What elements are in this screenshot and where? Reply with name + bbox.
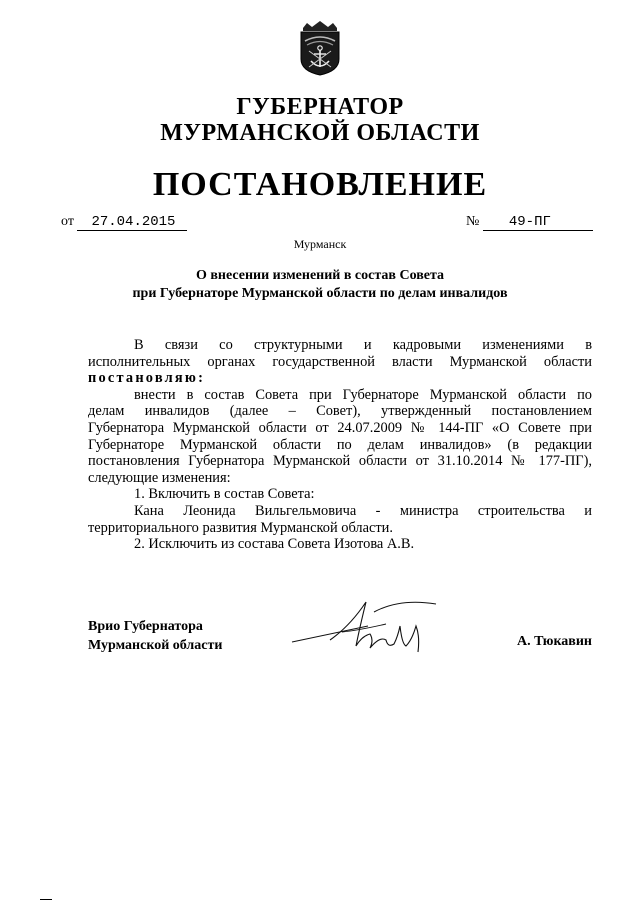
handwritten-signature-icon [290, 596, 440, 660]
paragraph1-line5: постановления Губернатора Мурманской области от 31.10.2014 № 177-ПГ), [88, 453, 592, 470]
subject-line1: О внесении изменений в состав Совета [195, 268, 445, 283]
coat-of-arms-icon [297, 21, 343, 76]
decree-word: постановляю: [88, 370, 206, 387]
document-body [88, 337, 592, 553]
document-type-title: ПОСТАНОВЛЕНИЕ [152, 166, 488, 203]
date-value: 27.04.2015 [77, 214, 187, 231]
date-label: от [61, 214, 74, 229]
signatory-title-line2: Мурманской области [88, 638, 223, 653]
paragraph1-line4: Губернаторе Мурманской области по делам инвалидов» (в редакции [88, 436, 592, 453]
paragraph1-line2: делам инвалидов (далее – Совет), утвержденный постановлением [88, 403, 592, 420]
footer-mark [40, 899, 52, 900]
subject-line2: при Губернаторе Мурманской области по делам инвалидов [132, 286, 508, 301]
item2: 2. Исключить из состава Совета Изотова А.В. [134, 536, 415, 553]
paragraph1-line3: Губернатора Мурманской области от 24.07.2009 № 144-ПГ «О Совете при [88, 419, 592, 436]
number-value: 49-ПГ [483, 214, 593, 231]
item1-heading: 1. Включить в состав Совета: [134, 486, 315, 503]
signatory-title [88, 617, 222, 655]
signatory-name: А. Тюкавин [517, 634, 592, 649]
number-field [466, 214, 593, 231]
item1-line1: Кана Леонида Вильгельмовича - министра строительства и [134, 502, 592, 519]
intro-line1: В связи со структурными и кадровыми изменениями в [134, 337, 592, 353]
signatory-title-line1: Врио Губернатора [88, 619, 203, 634]
number-label: № [466, 214, 480, 229]
paragraph1-line6: следующие изменения: [88, 469, 231, 486]
intro-line2: исполнительных органах государственной власти Мурманской области [88, 353, 592, 370]
issuer-title-line1: ГУБЕРНАТОР [236, 94, 404, 120]
item1-line2: территориального развития Мурманской области. [88, 519, 393, 536]
issuer-title-line2: МУРМАНСКОЙ ОБЛАСТИ [160, 120, 480, 146]
paragraph1-line1: внести в состав Совета при Губернаторе Мурманской области по [134, 386, 592, 403]
city-name: Мурманск [293, 237, 347, 251]
date-field [61, 214, 187, 231]
